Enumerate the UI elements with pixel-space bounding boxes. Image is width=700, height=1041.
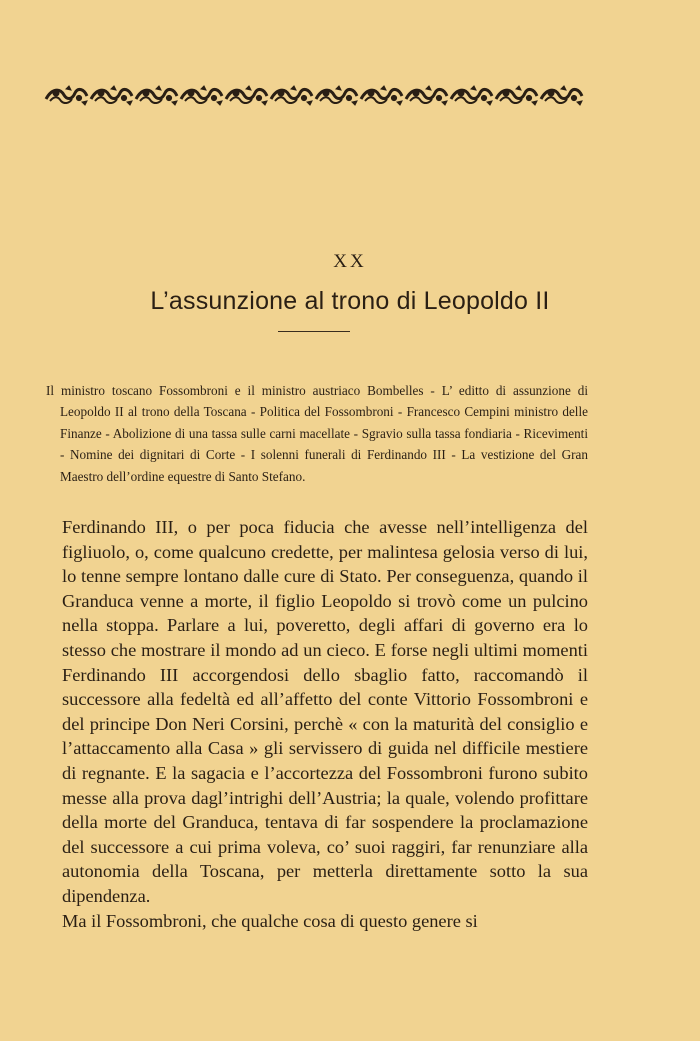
- ornament-unit: [271, 86, 312, 105]
- ornament-unit: [226, 86, 267, 105]
- ornament-unit: [316, 86, 357, 105]
- ornament-unit: [406, 86, 447, 105]
- ornament-unit: [91, 86, 132, 105]
- summary-text: Il ministro toscano Fossombroni e il ministro austriaco Bombelles - L’ editto di assunzione di Leopoldo II al trono della Toscana - Politica del Fossombroni - Francesco Cempini ministro delle Finanze - Abolizione di una tassa sulle carni macellate - Sgravio sulla tassa fondiaria - Ricevimenti - Nomine dei dignitari di Corte - I solenni funerali di Ferdinando III - La vestizione del Gran Maestro dell’ordine equestre di Santo Stefano.: [46, 383, 588, 484]
- ornament-unit: [541, 86, 582, 105]
- chapter-number: XX: [333, 251, 367, 272]
- chapter-summary: [46, 380, 588, 487]
- ornament-unit: [136, 86, 177, 105]
- body-text: [62, 515, 588, 933]
- paragraph: Ferdinando III, o per poca fiducia che avesse nell’intelligenza del figliuolo, o, come qualcuno credette, per malintesa gelosia verso di lui, lo tenne sempre lontano dalle cure di Stato. Per conseguenza, quando il Granduca venne a morte, il figlio Leopoldo si trovò come un pulcino nella stoppa. Parlare a lui, poveretto, degli affari di governo era lo stesso che mostrare il mondo ad un cieco. E forse negli ultimi momenti Ferdinando III accorgendosi dello sbaglio fatto, raccomandò il successore alla fedeltà ed all’affetto del conte Vittorio Fossombroni e del principe Don Neri Corsini, perchè « con la maturità del consiglio e l’attaccamento alla Casa » gli servissero di guida nel difficile mestiere di regnante. E la sagacia e l’accortezza del Fossombroni furono subito messe alla prova dagl’intrighi dell’Austria; la quale, volendo profittare della morte del Granduca, tentava di far sospendere la proclamazione del successore a cui prima voleva, co’ suoi raggiri, far renunziare alla autonomia della Toscana, per metterla direttamente sotto la sua dipendenza.: [62, 517, 588, 906]
- chapter-title: L’assunzione al trono di Leopoldo II: [150, 287, 550, 315]
- ornament-unit: [361, 86, 402, 105]
- ornament-unit: [181, 86, 222, 105]
- ornament-unit: [46, 86, 87, 105]
- title-divider: [278, 331, 350, 332]
- paragraph: Ma il Fossombroni, che qualche cosa di questo genere si: [62, 910, 478, 931]
- ornament-unit: [496, 86, 537, 105]
- ornamental-border-icon: [44, 84, 585, 106]
- ornament-unit: [451, 86, 492, 105]
